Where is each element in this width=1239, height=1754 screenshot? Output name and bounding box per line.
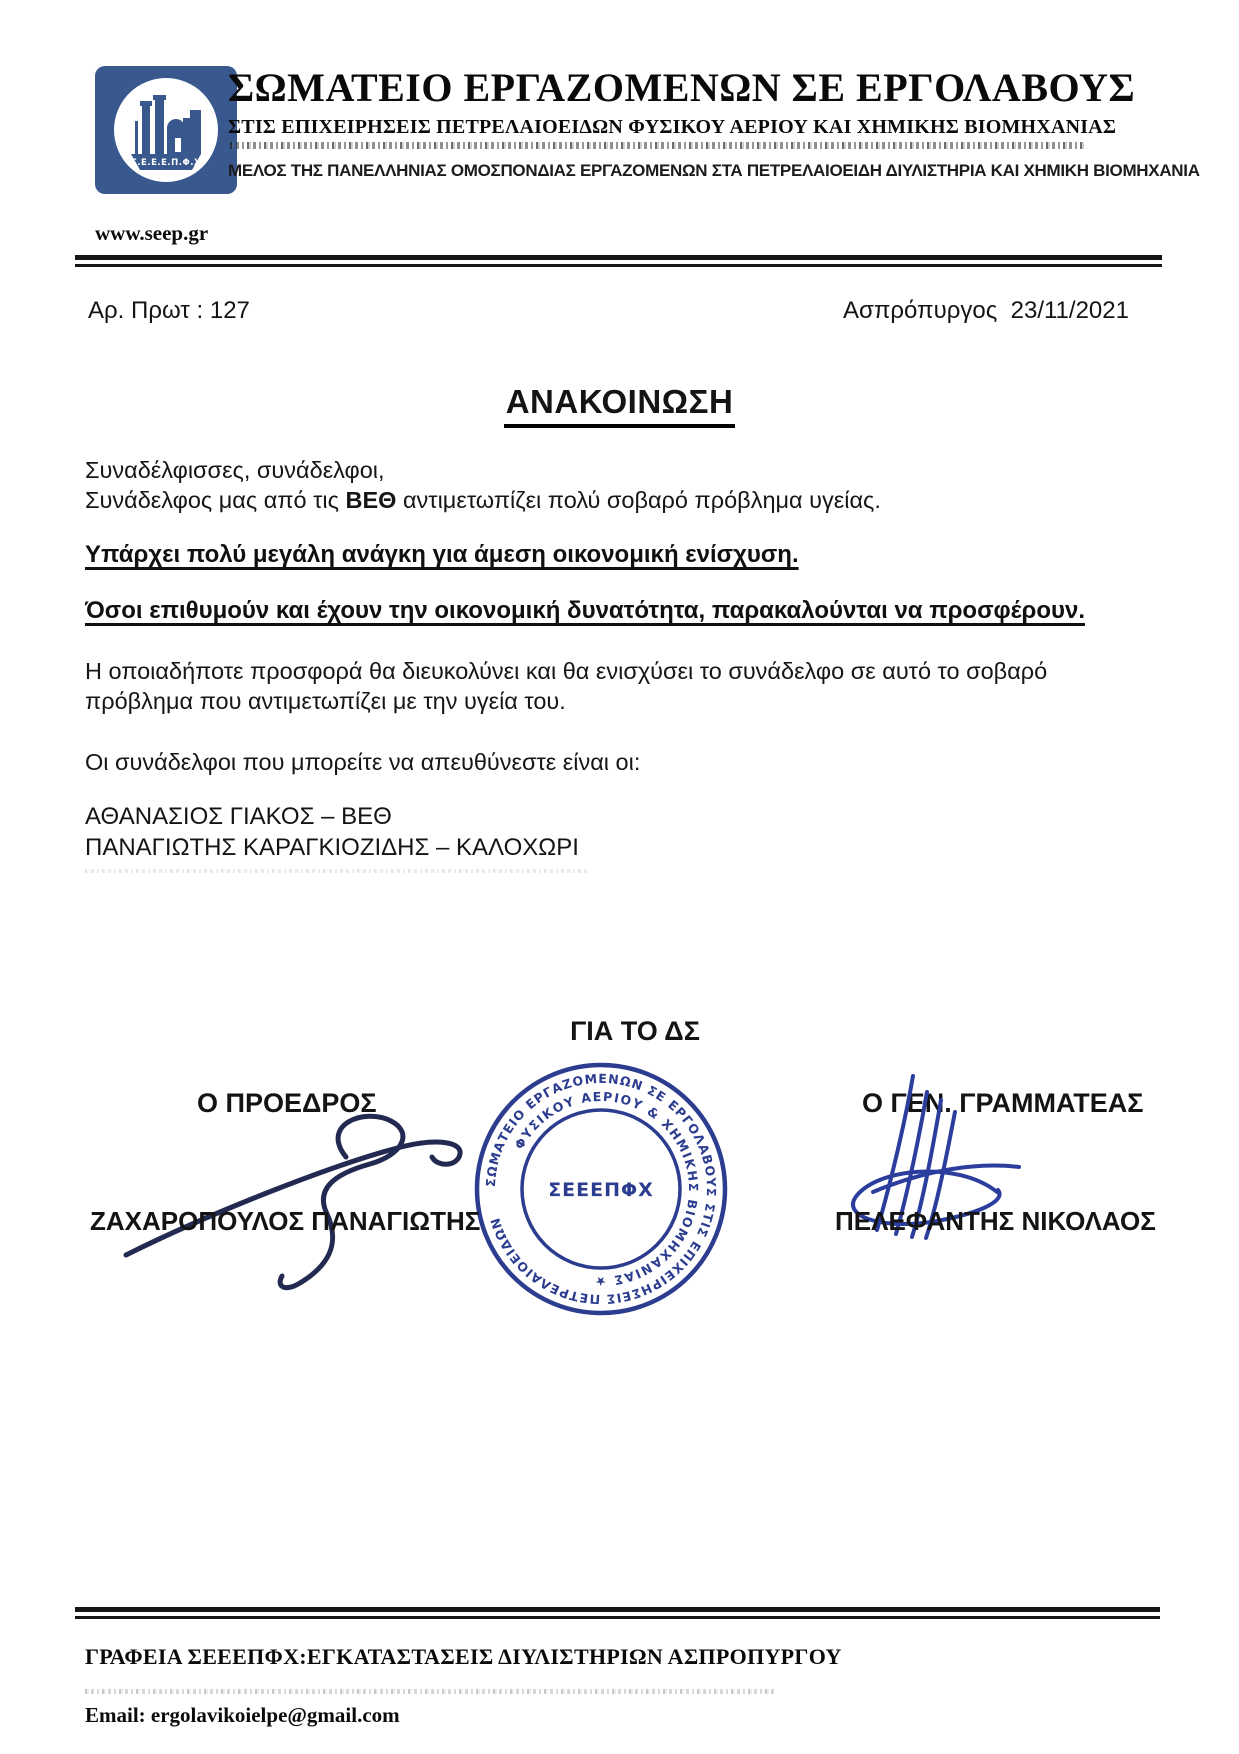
call-to-offer-line: Όσοι επιθυμούν και έχουν την οικονομική δυνατότητα, παρακαλούνται να προσφέρουν. [85,597,1085,624]
header-divider [75,255,1162,267]
contacts-intro-line: Οι συνάδελφοι που μπορείτε να απευθύνεστε είναι οι: [85,749,641,775]
intro-prefix: Συνάδελφος μας από τις [85,487,346,513]
scan-artifact-strip [85,1689,775,1694]
place-and-date: Ασπρόπυργος 23/11/2021 [843,297,1129,324]
stamp-center-label: ΣΕΕΕΠΦΧ [548,1179,654,1201]
scan-artifact-strip [85,869,590,873]
contact-item: ΑΘΑΝΑΣΙΟΣ ΓΙΑΚΟΣ – ΒΕΘ [85,803,392,830]
stamp-inner-ring-text: ΦΥΣΙΚΟΥ ΑΕΡΙΟΥ & ΧΗΜΙΚΗΣ ΒΙΟΜΗΧΑΝΙΑΣ ★ [511,1088,702,1290]
org-subtitle: ΣΤΙΣ ΕΠΙΧΕΙΡΗΣΕΙΣ ΠΕΤΡΕΛΑΙΟΕΙΔΩΝ ΦΥΣΙΚΟΥ ΑΕΡΙΟΥ ΚΑΙ ΧΗΜΙΚΗΣ ΒΙΟΜΗΧΑΝΙΑΣ [228,116,1117,138]
factory-logo-icon [95,66,237,194]
member-line: ΜΕΛΟΣ ΤΗΣ ΠΑΝΕΛΛΗΝΙΑΣ ΟΜΟΣΠΟΝΔΙΑΣ ΕΡΓΑΖΟΜΕΝΩΝ ΣΤΑ ΠΕΤΡΕΛΑΙΟΕΙΔΗ ΔΙΥΛΙΣΤΗΡΙΑ ΚΑΙ ΧΗΜΙΚΗ ΒΙΟΜΗΧΑΝΙΑ [228,161,1200,180]
contact-item: ΠΑΝΑΓΙΩΤΗΣ ΚΑΡΑΓΚΙΟΖΙΔΗΣ – ΚΑΛΟΧΩΡΙ [85,834,579,861]
footer-divider [75,1607,1160,1619]
salutation-paragraph [85,455,1095,515]
website-url: www.seep.gr [95,221,209,245]
intro-line [85,485,1095,515]
announcement-heading-text: ΑΝΑΚΟΙΝΩΣΗ [504,383,736,428]
logo-acronym: Σ.Ε.Ε.Ε.Π.Φ.Χ [131,158,201,168]
salutation-line [85,455,1095,485]
stamp-outer-ring-text: ΣΩΜΑΤΕΙΟ ΕΡΓΑΖΟΜΕΝΩΝ ΣΕ ΕΡΓΟΛΑΒΟΥΣ ΣΤΙΣ ΕΠΙΧΕΙΡΗΣΕΙΣ ΠΕΤΡΕΛΑΙΟΕΙΔΩΝ [482,1070,720,1308]
salutation-text: Συναδέλφισσες, συνάδελφοι, [85,457,385,483]
president-name: ΖΑΧΑΡΟΠΟΥΛΟΣ ΠΑΝΑΓΙΩΤΗΣ [90,1206,481,1236]
announcement-heading [85,383,1154,428]
scan-artifact-strip [230,142,1086,149]
protocol-number: Αρ. Πρωτ : 127 [88,297,250,324]
org-title: ΣΩΜΑΤΕΙΟ ΕΡΓΑΖΟΜΕΝΩΝ ΣΕ ΕΡΓΟΛΑΒΟΥΣ [228,65,1136,110]
support-paragraph: Η οποιαδήποτε προσφορά θα διευκολύνει και θα ενισχύσει το συνάδελφο σε αυτό το σοβαρό πρόβλημα που αντιμετωπίζει με την υγεία του. [85,658,1048,714]
president-signature-icon [96,1093,526,1293]
intro-site-bold: ΒΕΘ [345,487,397,513]
offices-line: ΓΡΑΦΕΙΑ ΣΕΕΕΠΦΧ:ΕΓΚΑΤΑΣΤΑΣΕΙΣ ΔΙΥΛΙΣΤΗΡΙΩΝ ΑΣΠΡΟΠΥΡΓΟΥ [85,1644,842,1669]
president-title: Ο ΠΡΟΕΔΡΟΣ [197,1088,377,1118]
contact-list [85,801,985,863]
secretary-title: Ο ΓΕΝ. ΓΡΑΜΜΑΤΕΑΣ [862,1088,1144,1118]
urgent-need-line: Υπάρχει πολύ μεγάλη ανάγκη για άμεση οικονομική ενίσχυση. [85,541,799,568]
intro-suffix: αντιμετωπίζει πολύ σοβαρό πρόβλημα υγείας. [396,487,881,513]
union-logo [95,66,237,194]
president-signature [96,1093,526,1293]
secretary-name: ΠΕΛΕΦΑΝΤΗΣ ΝΙΚΟΛΑΟΣ [835,1206,1156,1236]
for-the-board-label: ΓΙΑ ΤΟ ΔΣ [570,1016,700,1046]
email-line: Email: ergolavikoielpe@gmail.com [85,1703,400,1727]
